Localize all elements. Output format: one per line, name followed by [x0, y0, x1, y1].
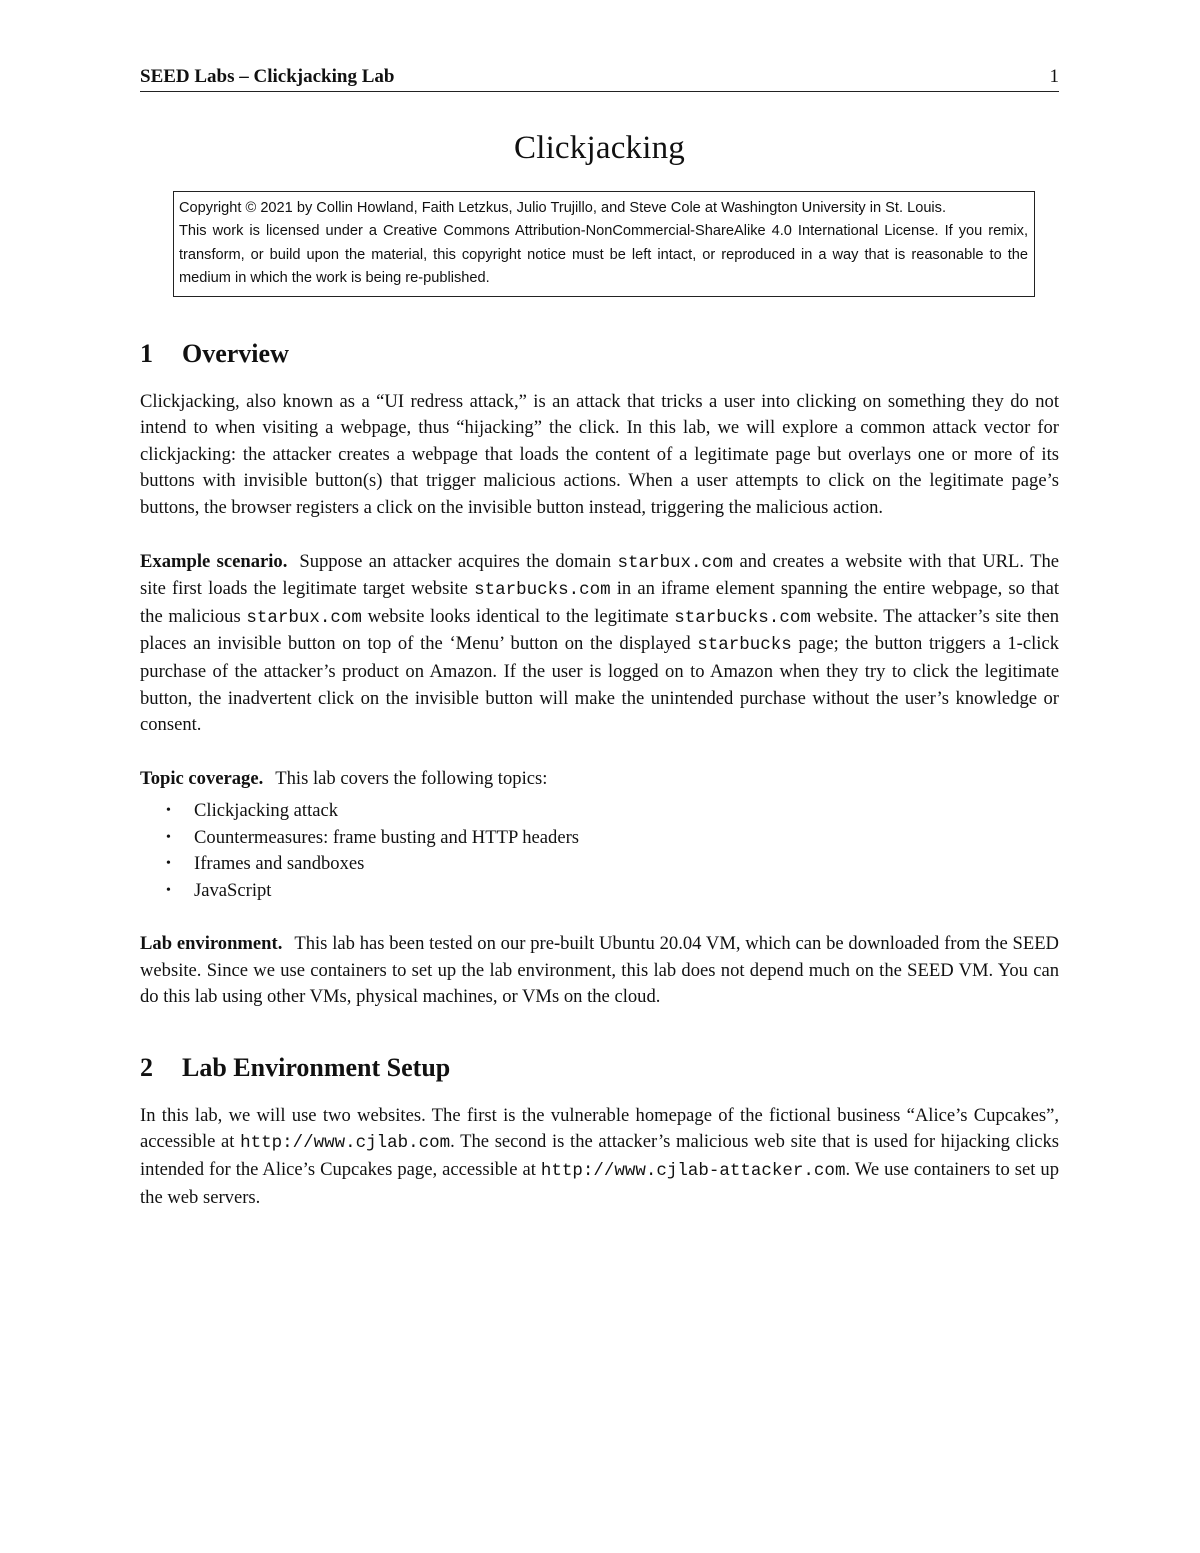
- bullet-icon: •: [166, 882, 171, 898]
- text-run: website looks identical to the legitimate: [361, 605, 675, 627]
- section-number: 2: [140, 1052, 153, 1082]
- domain-code: starbux.com: [617, 552, 734, 573]
- license-line: This work is licensed under a Creative Commons Attribution-NonCommercial-ShareAlike 4.0 International License. If you remix, transform, or build upon the material, this copyright notice must be left intact, or reproduced in a way that is reasonable to the medium in which the work is being re-published.: [179, 223, 1028, 287]
- url-code: http://www.cjlab-attacker.com: [540, 1160, 846, 1181]
- list-item-text: JavaScript: [194, 879, 272, 901]
- list-item: [166, 825, 1059, 851]
- section-heading-overview: [140, 339, 1059, 369]
- list-item-text: Clickjacking attack: [194, 800, 339, 822]
- bullet-icon: •: [166, 829, 171, 845]
- list-item-text: Iframes and sandboxes: [194, 853, 365, 875]
- list-item: [166, 798, 1059, 824]
- example-scenario-paragraph: [140, 549, 1059, 739]
- topic-list: [140, 798, 1059, 904]
- document-title: Clickjacking: [513, 130, 686, 166]
- section-heading-lab-setup: [140, 1053, 1059, 1083]
- running-header: [140, 66, 1059, 92]
- list-item: [166, 851, 1059, 877]
- domain-code: starbucks.com: [474, 580, 611, 601]
- overview-paragraph: Clickjacking, also known as a “UI redress attack,” is an attack that tricks a user into clicking on something they do not intend to when visiting a webpage, thus “hijacking” the click. In this lab, we will explore a common attack vector for clickjacking: the attacker creates a webpage that loads the content of a legitimate page but overlays one or more of its buttons with invisible button(s) that trigger malicious actions. When a user attempts to click on the legitimate page’s buttons, the browser registers a click on the invisible button instead, triggering the malicious action.: [140, 390, 1059, 518]
- text-run: in an iframe element spanning the entire webpage, so that the malicious: [140, 578, 1059, 627]
- text-run: website. The attacker’s site then places an invisible button on top of the ‘Menu’ button on the displayed: [140, 605, 1059, 655]
- document-page: [140, 66, 1059, 1211]
- paragraph-heading: Lab environment.: [140, 932, 283, 954]
- text-run: and creates a website with that URL. The site first loads the legitimate target website: [140, 550, 1059, 600]
- text-run: In this lab, we will use two websites. The first is the vulnerable homepage of the fictional business “Alice’s Cupcakes”, accessible at: [140, 1104, 1059, 1153]
- lab-environment-paragraph: [140, 931, 1059, 1011]
- bullet-icon: •: [166, 803, 171, 819]
- text-run: . We use containers to set up the web servers.: [140, 1158, 1059, 1208]
- paragraph-heading: Example scenario.: [140, 550, 288, 572]
- bullet-icon: •: [166, 856, 171, 872]
- page-number: 1: [1049, 66, 1059, 87]
- section-title: Lab Environment Setup: [182, 1052, 451, 1082]
- list-item: [166, 878, 1059, 904]
- section-title: Overview: [182, 338, 289, 368]
- text-run: . The second is the attacker’s malicious web site that is used for hijacking clicks intended for the Alice’s Cupcakes page, accessible at: [140, 1131, 1059, 1180]
- paragraph-heading: Topic coverage.: [140, 767, 264, 789]
- topic-coverage-paragraph: [140, 766, 1059, 793]
- domain-code: starbucks: [697, 635, 792, 656]
- setup-paragraph: [140, 1103, 1059, 1211]
- domain-code: starbux.com: [246, 607, 362, 628]
- text-run: page; the button triggers a 1-click purchase of the attacker’s product on Amazon. If the user is logged on to Amazon when they try to click the legitimate button, the inadvertent click on the invisible button will make the unintended purchase without the user’s knowledge or consent.: [140, 633, 1059, 736]
- text-run: This lab has been tested on our pre-built Ubuntu 20.04 VM, which can be downloaded from the SEED website. Since we use containers to set up the lab environment, this lab does not depend much on the SEED VM. You can do this lab using other VMs, physical machines, or VMs on the cloud.: [140, 932, 1059, 1008]
- copyright-notice: [173, 191, 1035, 297]
- copyright-line: Copyright © 2021 by Collin Howland, Faith Letzkus, Julio Trujillo, and Steve Cole at Washington University in St. Louis.: [179, 200, 947, 216]
- list-item-text: Countermeasures: frame busting and HTTP headers: [194, 826, 580, 848]
- running-header-title: SEED Labs – Clickjacking Lab: [140, 66, 395, 87]
- domain-code: starbucks.com: [674, 607, 811, 628]
- url-code: http://www.cjlab.com: [240, 1133, 451, 1154]
- text-run: This lab covers the following topics:: [275, 767, 548, 789]
- text-run: Suppose an attacker acquires the domain: [299, 550, 618, 572]
- section-number: 1: [140, 338, 153, 368]
